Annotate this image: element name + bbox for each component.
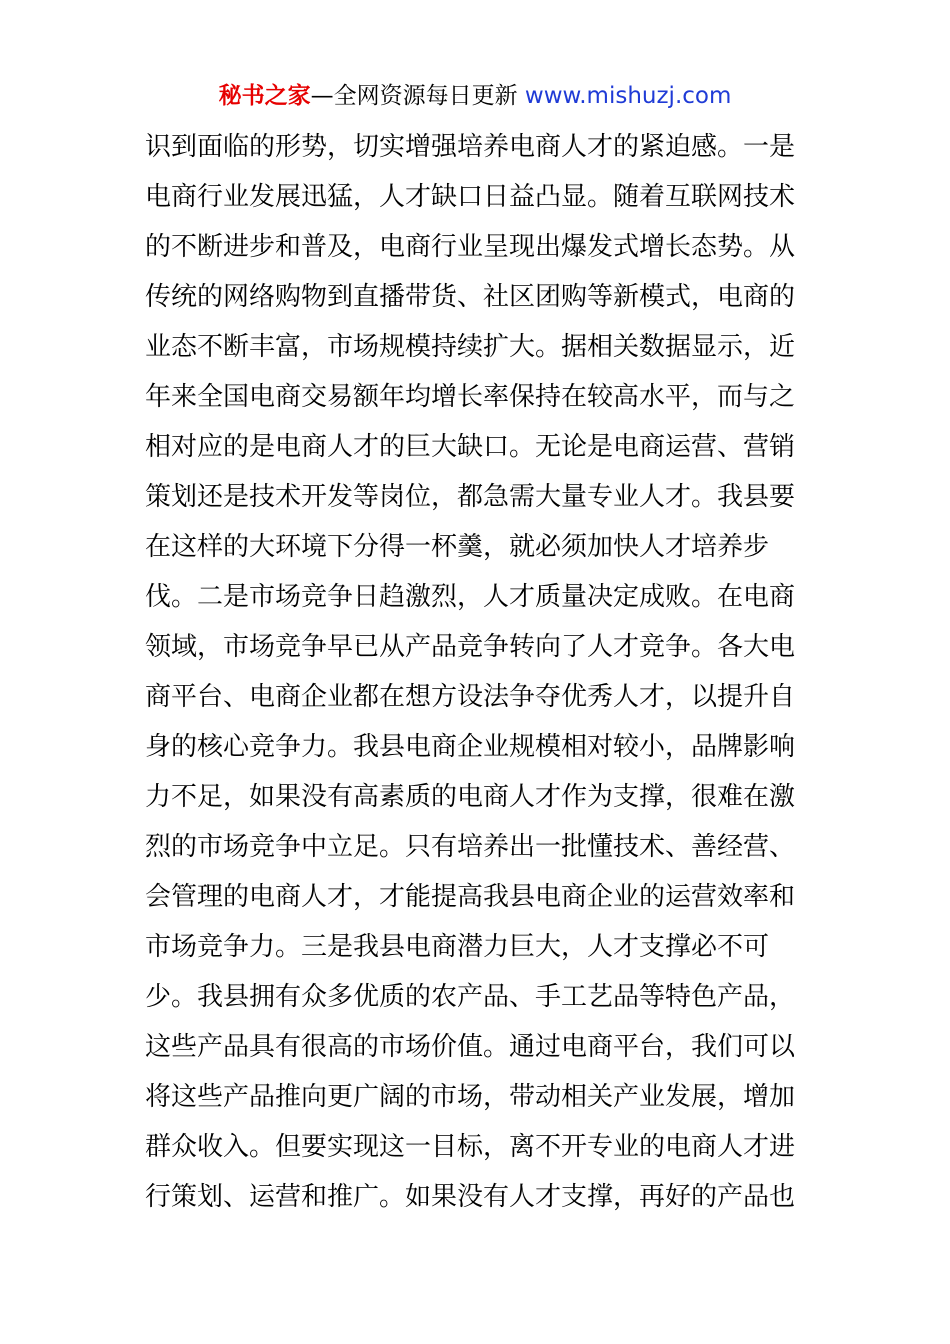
site-brand: 秘书之家 xyxy=(218,83,311,109)
text-line: 相对应的是电商人才的巨大缺口。无论是电商运营、营销 xyxy=(145,432,796,462)
text-line: 行策划、运营和推广。如果没有人才支撑，再好的产品也 xyxy=(145,1182,796,1212)
page-header xyxy=(0,80,950,112)
text-line: 电商行业发展迅猛，人才缺口日益凸显。随着互联网技术 xyxy=(145,182,796,212)
site-url-link[interactable]: www.mishuzj.com xyxy=(524,83,732,109)
text-line: 身的核心竞争力。我县电商企业规模相对较小，品牌影响 xyxy=(145,732,796,762)
text-line: 烈的市场竞争中立足。只有培养出一批懂技术、善经营、 xyxy=(145,832,796,862)
text-line: 少。我县拥有众多优质的农产品、手工艺品等特色产品， xyxy=(145,982,796,1012)
text-line: 领域，市场竞争早已从产品竞争转向了人才竞争。各大电 xyxy=(145,632,796,662)
text-line: 会管理的电商人才，才能提高我县电商企业的运营效率和 xyxy=(145,882,796,912)
text-line: 在这样的大环境下分得一杯羹，就必须加快人才培养步 xyxy=(145,532,770,562)
text-line: 伐。二是市场竞争日趋激烈，人才质量决定成败。在电商 xyxy=(145,582,796,612)
document-body xyxy=(145,122,815,1222)
text-line: 商平台、电商企业都在想方设法争夺优秀人才，以提升自 xyxy=(145,682,796,712)
text-line: 识到面临的形势，切实增强培养电商人才的紧迫感。一是 xyxy=(145,132,796,162)
text-line: 策划还是技术开发等岗位，都急需大量专业人才。我县要 xyxy=(145,482,796,512)
text-line: 将这些产品推向更广阔的市场，带动相关产业发展，增加 xyxy=(145,1082,796,1112)
text-line: 市场竞争力。三是我县电商潜力巨大，人才支撑必不可 xyxy=(145,932,770,962)
text-line: 这些产品具有很高的市场价值。通过电商平台，我们可以 xyxy=(145,1032,796,1062)
text-line: 力不足，如果没有高素质的电商人才作为支撑，很难在激 xyxy=(145,782,796,812)
text-line: 的不断进步和普及，电商行业呈现出爆发式增长态势。从 xyxy=(145,232,796,262)
text-line: 传统的网络购物到直播带货、社区团购等新模式，电商的 xyxy=(145,282,796,312)
site-slogan: —全网资源每日更新 xyxy=(310,83,518,109)
text-line: 群众收入。但要实现这一目标，离不开专业的电商人才进 xyxy=(145,1132,796,1162)
text-line: 业态不断丰富，市场规模持续扩大。据相关数据显示，近 xyxy=(145,332,796,362)
text-line: 年来全国电商交易额年均增长率保持在较高水平，而与之 xyxy=(145,382,796,412)
